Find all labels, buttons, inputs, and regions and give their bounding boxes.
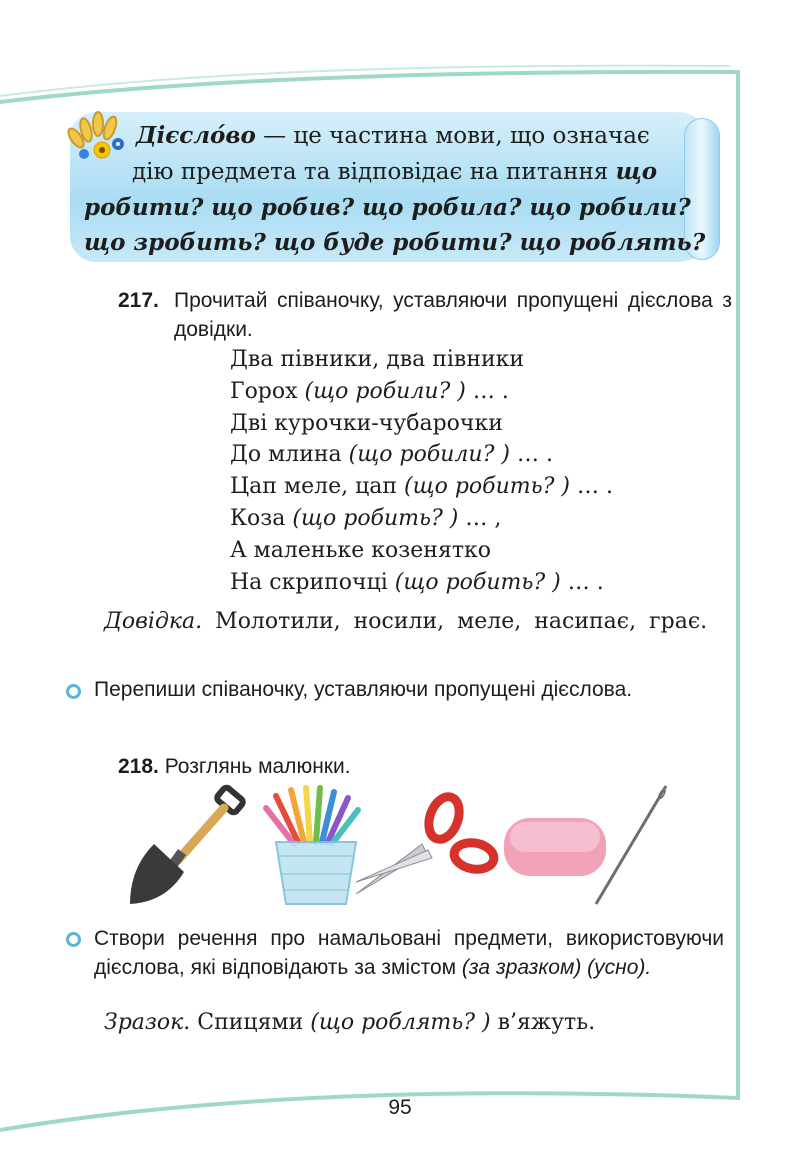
shovel-icon [130,786,244,904]
poem-line: Дві курочки-чубарочки [230,410,503,436]
poem [230,344,613,598]
poem-line: Два півники, два півники [230,347,525,372]
dovidka: Довідка. Молотили, носили, меле, насипає, грає. [104,609,708,634]
task-create-sentences: Створи речення про намальовані предмети, використовуючи дієслова, які відповідають за змістом (за зразком) (усно). [94,927,724,979]
poem-line: А маленьке козенятко [230,537,492,563]
exercise-instruction: Прочитай співаночку, уставляючи пропущені дієслова з довідки. [174,289,732,341]
exercise-number: 218. [118,755,159,778]
sample: Зразок. Спицями (що роблять? ) в’яжуть. [104,1010,596,1035]
bullet-icon [66,932,81,947]
poem-line: До млина (що робили? ) … . [230,442,553,468]
poem-line: Коза (що робить? ) … , [230,505,502,531]
rule-term: Дієсло́во [136,122,256,149]
exercise-218 [118,752,351,781]
bullet-icon [66,684,81,699]
exercise-instruction: Розглянь малюнки. [164,755,351,778]
exercise-number: 217. [118,289,159,312]
eraser-icon [504,818,606,876]
page-number: 95 [388,1096,412,1119]
task-rewrite: Перепиши співаночку, уставляючи пропущені дієслова. [94,678,633,701]
needle-icon [596,786,666,904]
poem-line: Цап меле, цап (що робить? ) … . [230,474,613,500]
rule-text: Дієсло́во — це частина мови, що означає дію предмета та відповідає на питання що робити? що робив? що робила? що робили? що зробить? що буде робити? що роблять? [84,122,706,256]
pencils-cup-icon [266,788,358,904]
poem-line: Горох (що робили? ) … . [230,378,509,404]
scissors-icon [356,793,496,894]
pictures-row [126,782,686,910]
poem-line: На скрипочці (що робить? ) … . [230,569,604,595]
